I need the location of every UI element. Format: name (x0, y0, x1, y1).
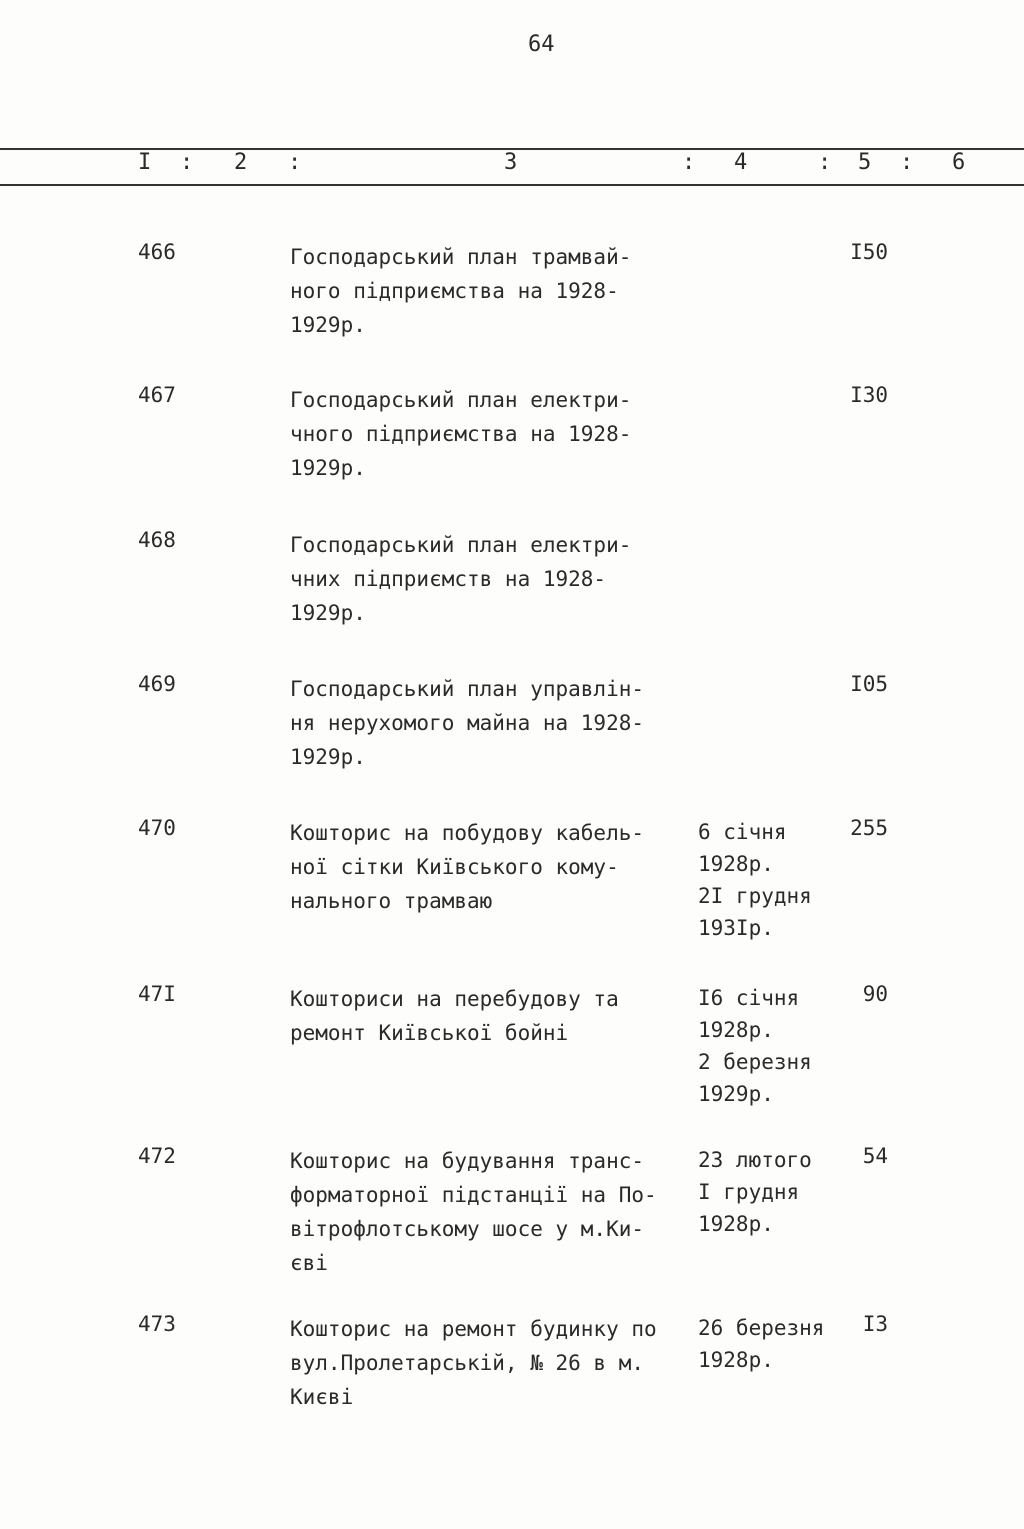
date-line: I6 січня (698, 986, 800, 1010)
title-line: Києві (290, 1385, 354, 1409)
case-number: 470 (138, 816, 176, 840)
title-line: 1929р. (290, 601, 366, 625)
sheet-count: 54 (862, 1144, 888, 1168)
title-line: ня нерухомого майна на 1928- (290, 711, 645, 735)
sheet-count: I30 (850, 383, 888, 407)
title-line: Кошторис на ремонт будинку по (290, 1317, 657, 1341)
date-line: 2 березня (698, 1050, 812, 1074)
date-range (698, 816, 812, 944)
case-number: 469 (138, 672, 176, 696)
sheet-count: I3 (862, 1312, 888, 1336)
case-number: 473 (138, 1312, 176, 1336)
column-separator: : (818, 150, 832, 175)
title-line: єві (290, 1251, 328, 1275)
column-header-3: 3 (504, 150, 518, 175)
date-line: 6 січня (698, 820, 787, 844)
sheet-count: I50 (850, 240, 888, 264)
title-line: Господарський план трамвай- (290, 245, 632, 269)
sheet-count: 255 (850, 816, 888, 840)
column-separator: : (682, 150, 696, 175)
column-separator: : (288, 150, 302, 175)
date-line: 193Iр. (698, 916, 774, 940)
sheet-count: 90 (862, 982, 888, 1006)
title-line: вул.Пролетарській, № 26 в м. (290, 1351, 645, 1375)
title-line: Господарський план електри- (290, 533, 632, 557)
date-line: 2I грудня (698, 884, 812, 908)
title-line: форматорної підстанції на По- (290, 1183, 657, 1207)
title-line: ремонт Київської бойні (290, 1021, 569, 1045)
case-number: 467 (138, 383, 176, 407)
case-title (290, 816, 690, 918)
date-line: 1928р. (698, 1348, 774, 1372)
page-number: 64 (528, 32, 555, 57)
case-title (290, 1144, 690, 1280)
column-separator: : (180, 150, 194, 175)
title-line: Господарський план управлін- (290, 677, 645, 701)
column-header-1: I (138, 150, 152, 175)
case-number: 466 (138, 240, 176, 264)
date-range (698, 1312, 824, 1376)
title-line: 1929р. (290, 313, 366, 337)
title-line: вітрофлотському шосе у м.Ки- (290, 1217, 645, 1241)
case-number: 47I (138, 982, 176, 1006)
date-line: 1929р. (698, 1082, 774, 1106)
case-number: 468 (138, 528, 176, 552)
date-line: 1928р. (698, 1212, 774, 1236)
title-line: 1929р. (290, 456, 366, 480)
title-line: чних підприємств на 1928- (290, 567, 607, 591)
case-title (290, 672, 690, 774)
column-header-4: 4 (734, 150, 748, 175)
case-title (290, 383, 690, 485)
title-line: 1929р. (290, 745, 366, 769)
date-line: 1928р. (698, 852, 774, 876)
title-line: чного підприємства на 1928- (290, 422, 632, 446)
title-line: нального трамваю (290, 889, 493, 913)
case-title (290, 240, 690, 342)
date-line: 26 березня (698, 1316, 825, 1340)
header-rule-bottom (0, 184, 1024, 186)
title-line: ного підприємства на 1928- (290, 279, 619, 303)
date-range (698, 1144, 812, 1240)
title-line: Кошторис на будування транс- (290, 1149, 645, 1173)
title-line: Господарський план електри- (290, 388, 632, 412)
title-line: Кошториси на перебудову та (290, 987, 619, 1011)
date-range (698, 982, 812, 1110)
column-header-2: 2 (234, 150, 248, 175)
case-number: 472 (138, 1144, 176, 1168)
case-title (290, 528, 690, 630)
title-line: ної сітки Київського кому- (290, 855, 619, 879)
column-header-5: 5 (858, 150, 872, 175)
date-line: 23 лютого (698, 1148, 812, 1172)
column-separator: : (900, 150, 914, 175)
column-header-6: 6 (952, 150, 966, 175)
title-line: Кошторис на побудову кабель- (290, 821, 645, 845)
sheet-count: I05 (850, 672, 888, 696)
date-line: 1928р. (698, 1018, 774, 1042)
case-title (290, 1312, 690, 1414)
case-title (290, 982, 690, 1050)
date-line: I грудня (698, 1180, 800, 1204)
